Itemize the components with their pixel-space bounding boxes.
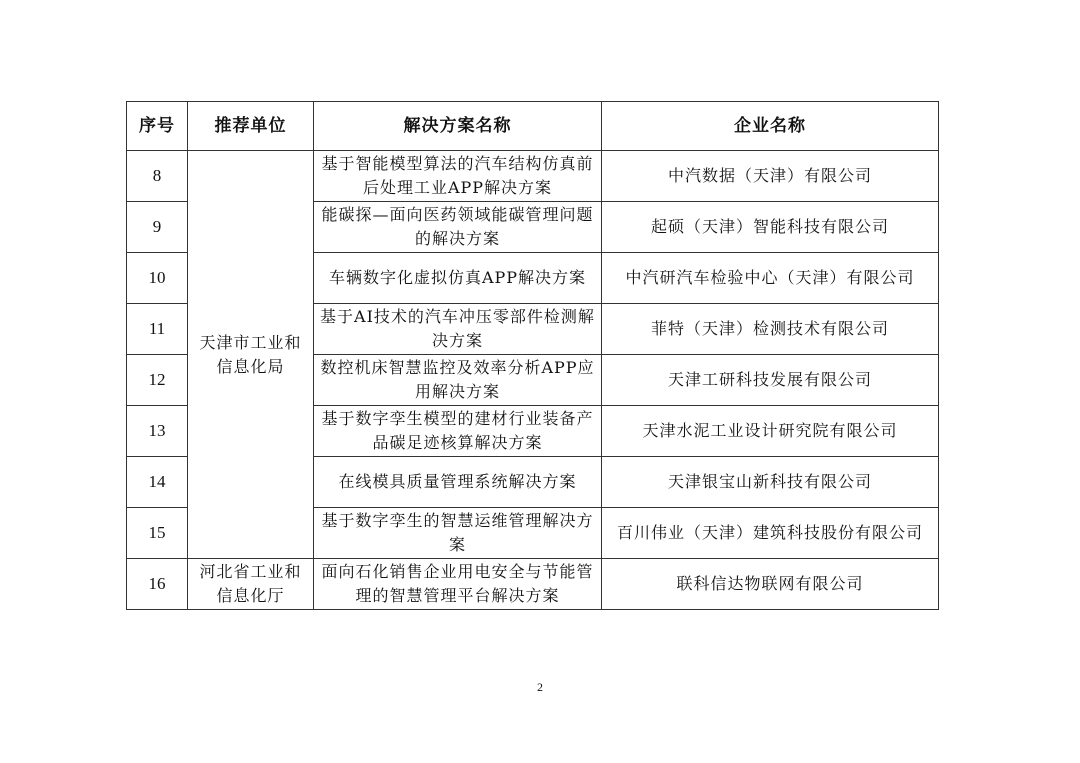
table-row [127,559,939,610]
company-name: 天津工研科技发展有限公司 [602,355,939,406]
row-index: 9 [127,202,188,253]
company-name: 中汽数据（天津）有限公司 [602,151,939,202]
row-index: 12 [127,355,188,406]
company-name: 百川伟业（天津）建筑科技股份有限公司 [602,508,939,559]
row-index: 11 [127,304,188,355]
solution-name: 车辆数字化虚拟仿真APP解决方案 [314,253,602,304]
solutions-table [126,101,939,610]
company-name: 菲特（天津）检测技术有限公司 [602,304,939,355]
recommending-unit: 河北省工业和信息化厅 [188,559,314,610]
header-company: 企业名称 [602,102,939,151]
page-number: 2 [537,680,543,694]
solution-name: 基于数字孪生的智慧运维管理解决方案 [314,508,602,559]
solution-name: 面向石化销售企业用电安全与节能管理的智慧管理平台解决方案 [314,559,602,610]
table-header-row [127,102,939,151]
solution-name: 基于数字孪生模型的建材行业装备产品碳足迹核算解决方案 [314,406,602,457]
row-index: 16 [127,559,188,610]
row-index: 8 [127,151,188,202]
solution-name: 能碳探—面向医药领域能碳管理问题的解决方案 [314,202,602,253]
row-index: 13 [127,406,188,457]
company-name: 联科信达物联网有限公司 [602,559,939,610]
solution-name: 数控机床智慧监控及效率分析APP应用解决方案 [314,355,602,406]
company-name: 中汽研汽车检验中心（天津）有限公司 [602,253,939,304]
solution-name: 在线模具质量管理系统解决方案 [314,457,602,508]
row-index: 15 [127,508,188,559]
header-unit: 推荐单位 [188,102,314,151]
row-index: 14 [127,457,188,508]
table-row [127,151,939,202]
company-name: 起硕（天津）智能科技有限公司 [602,202,939,253]
header-index: 序号 [127,102,188,151]
header-solution: 解决方案名称 [314,102,602,151]
row-index: 10 [127,253,188,304]
company-name: 天津水泥工业设计研究院有限公司 [602,406,939,457]
solution-name: 基于智能模型算法的汽车结构仿真前后处理工业APP解决方案 [314,151,602,202]
solution-name: 基于AI技术的汽车冲压零部件检测解决方案 [314,304,602,355]
recommending-unit: 天津市工业和信息化局 [188,151,314,559]
company-name: 天津银宝山新科技有限公司 [602,457,939,508]
